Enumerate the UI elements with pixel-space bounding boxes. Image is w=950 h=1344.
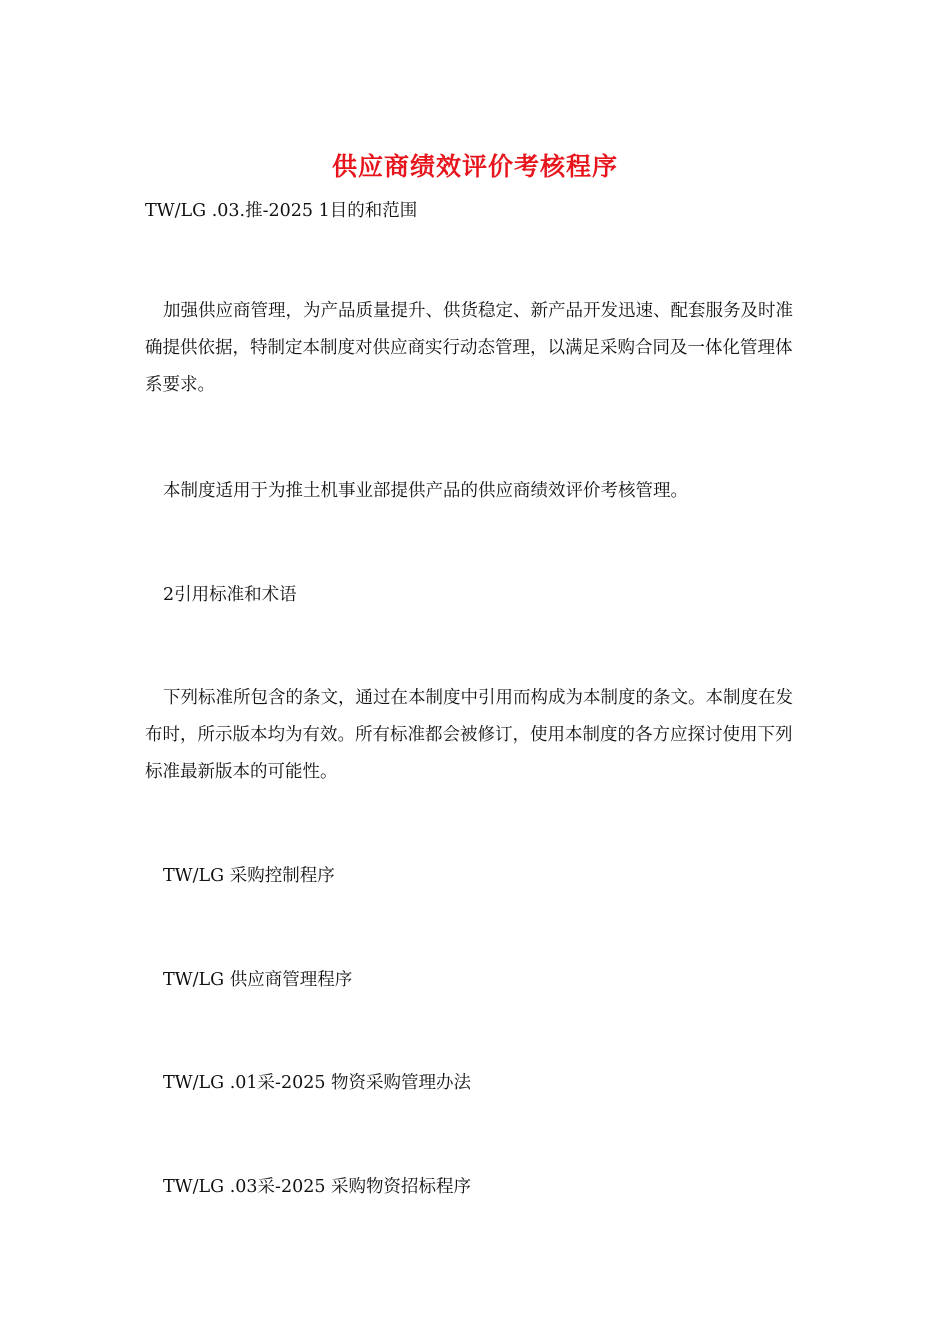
doc-code-line: TW/LG .03.推-2025 1目的和范围 — [145, 201, 418, 221]
reference-item: TW/LG 供应商管理程序 — [163, 970, 353, 990]
paragraph-scope: 本制度适用于为推土机事业部提供产品的供应商绩效评价考核管理。 — [163, 481, 688, 501]
paragraph-purpose: 加强供应商管理，为产品质量提升、供货稳定、新产品开发迅速、配套服务及时准确提供依据，特制定本制度对供应商实行动态管理，以满足采购合同及一体化管理体系要求。 — [145, 301, 793, 395]
paragraph-references: 下列标准所包含的条文，通过在本制度中引用而构成为本制度的条文。本制度在发布时，所示版本均为有效。所有标准都会被修订，使用本制度的各方应探讨使用下列标准最新版本的可能性。 — [145, 688, 793, 782]
section-heading-references: 2引用标准和术语 — [163, 585, 297, 605]
document-title: 供应商绩效评价考核程序 — [331, 152, 618, 181]
reference-item: TW/LG 采购控制程序 — [163, 866, 335, 886]
reference-item: TW/LG .01采-2025 物资采购管理办法 — [163, 1073, 472, 1093]
reference-item: TW/LG .03采-2025 采购物资招标程序 — [163, 1177, 472, 1197]
